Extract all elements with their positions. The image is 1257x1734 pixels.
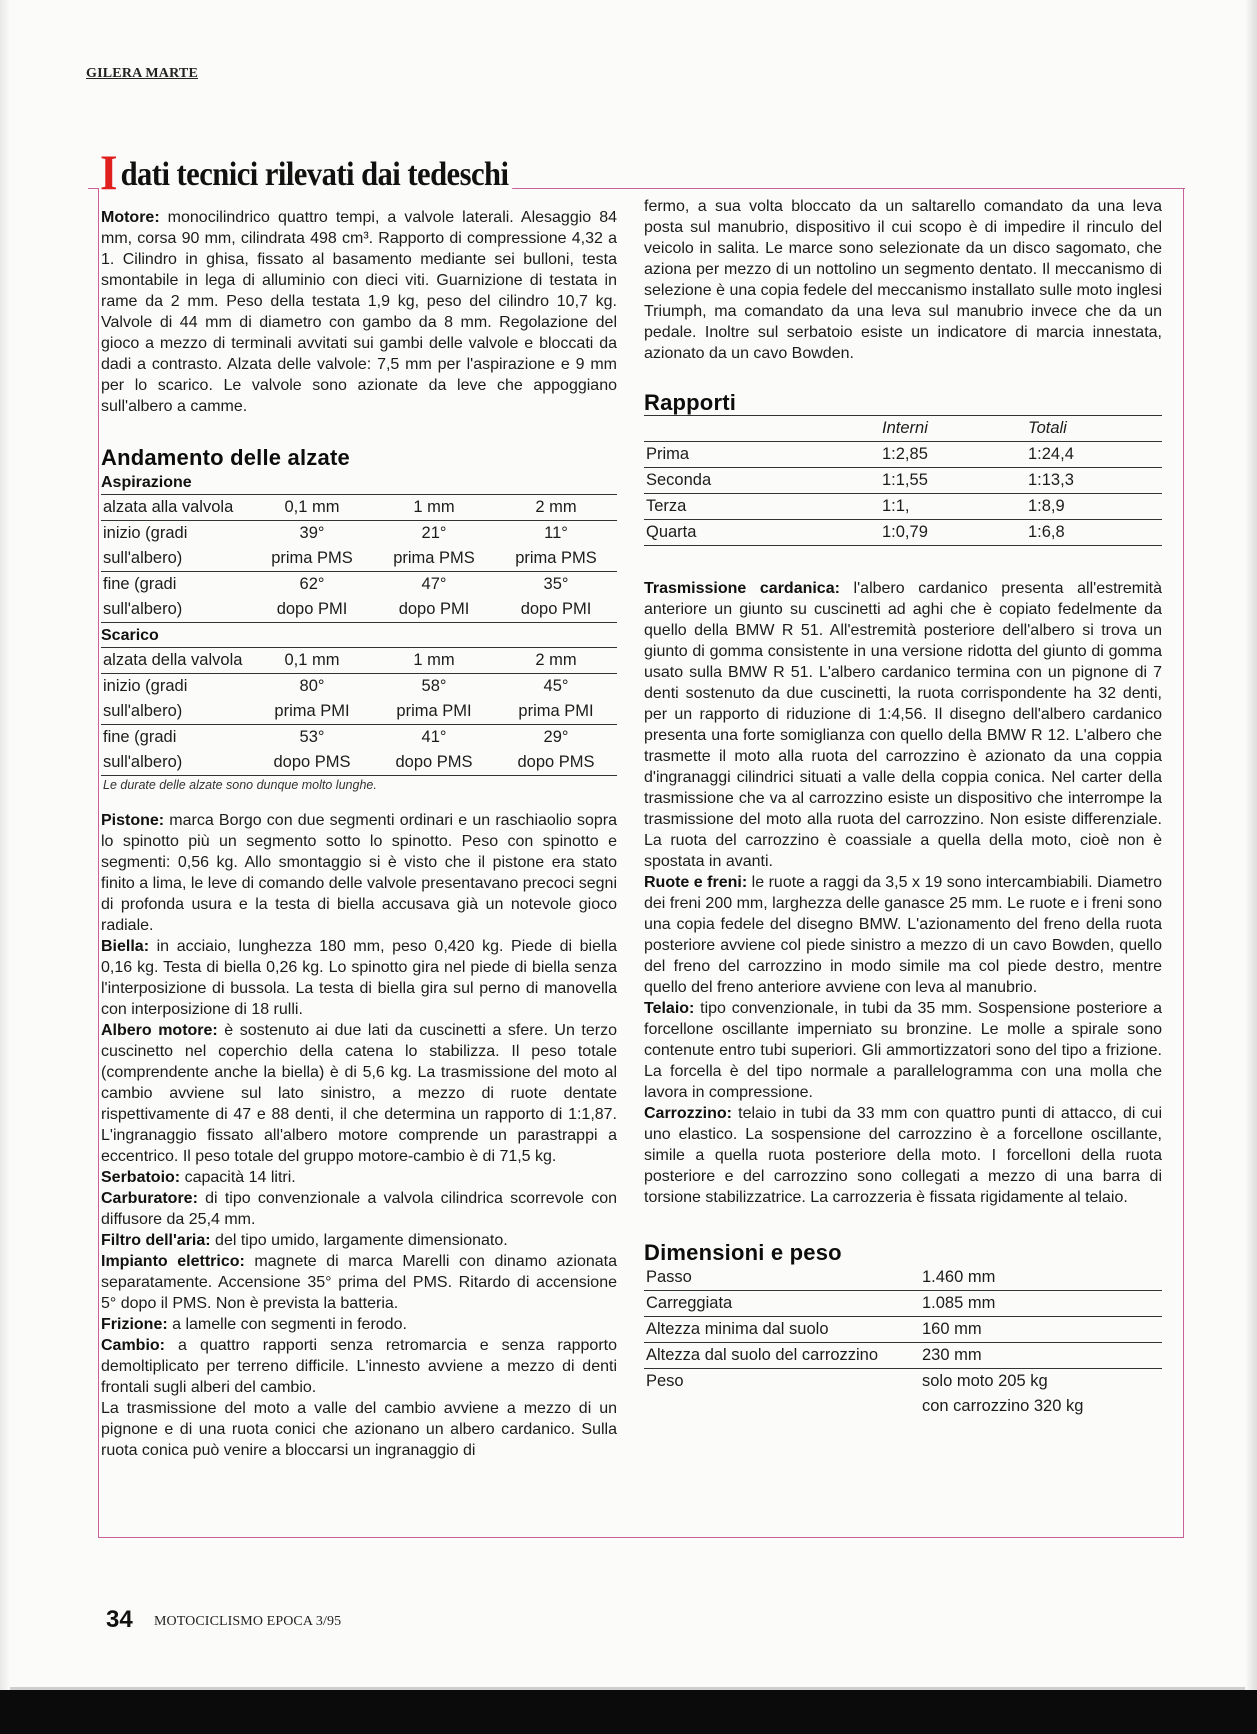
row-label: Peso: [644, 1369, 920, 1420]
text-pistone: marca Borgo con due segmenti ordinari e un raschiaolio sopra lo spinotto più un segmento sotto lo spinotto. Peso con spinotto e segmenti: 0,56 kg. Allo smontaggio si è visto che il pistone era stato finito a lima, le leve di comando delle valvole presentavano precoci segni di profonda usura e la testa di biella accusava già un notevole gioco radiale.: [101, 812, 617, 934]
page-edge-right: [1245, 0, 1257, 1690]
right-body-paragraphs: [644, 578, 1162, 1208]
row-label: alzata alla valvola: [101, 495, 251, 521]
right-column: [644, 196, 1162, 1419]
text-albero-motore: è sostenuto ai due lati da cuscinetti a sfere. Un terzo cuscinetto nel coperchio della catena lo stabilizza. Il peso totale (comprendente anche la biella) è di 5,6 kg. La trasmissione del moto al cambio avviene sul lato sinistro, a mezzo di ruote dentate rispettivamente di 47 e 88 denti, il che determina un rapporto di 1:1,87. L'ingranaggio fissato all'albero motore comprende un parastrappi a eccentrico. Il peso totale del gruppo motore-cambio è di 71,5 kg.: [101, 1022, 617, 1165]
cell: 1:2,85: [880, 442, 1026, 468]
paragraph-telaio: [644, 998, 1162, 1103]
cell: 1:0,79: [880, 520, 1026, 546]
section-rapporti: [644, 392, 1162, 546]
paragraph-pistone: [101, 810, 617, 936]
gear-label: Seconda: [644, 468, 880, 494]
dropcap: I: [100, 144, 117, 200]
table-row: [101, 648, 617, 674]
cell: 1.085 mm: [920, 1291, 1162, 1317]
cell: 1 mm: [373, 495, 495, 521]
magazine-footer: MOTOCICLISMO EPOCA 3/95: [154, 1614, 342, 1629]
cell: 11°: [495, 521, 617, 547]
table-row: [101, 521, 617, 547]
cell: 45°: [495, 674, 617, 700]
text-serbatoio: capacità 14 litri.: [180, 1169, 296, 1186]
cell: 53°: [251, 725, 373, 751]
cell: 29°: [495, 725, 617, 751]
paragraph-trasmissione-intro: [101, 1398, 617, 1461]
label-telaio: Telaio:: [644, 1000, 695, 1017]
page-edge-left: [0, 0, 10, 1690]
value-line: solo moto 205 kg: [922, 1372, 1048, 1390]
running-head: GILERA MARTE: [86, 66, 198, 81]
table-row: [101, 699, 617, 725]
label-carrozzino: Carrozzino:: [644, 1105, 732, 1122]
cell: 39°: [251, 521, 373, 547]
cell: 160 mm: [920, 1317, 1162, 1343]
row-label: inizio (gradi: [101, 674, 251, 700]
table-caption: Le durate delle alzate sono dunque molto lunghe.: [101, 775, 617, 794]
cell: 80°: [251, 674, 373, 700]
cell: 1:8,9: [1026, 494, 1162, 520]
text-carrozzino: telaio in tubi da 33 mm con quattro punti di attacco, di cui uno elastico. La sospensione del carrozzino è a forcellone oscillante, simile a quella ruota posteriore della moto. I forcelloni della ruota posteriore e del carrozzino sono collegati a mezzo di una barra di torsione stabilizzatrice. La carrozzeria è fissata rigidamente al telaio.: [644, 1105, 1162, 1206]
label-motore: Motore:: [101, 209, 160, 226]
text-impianto-elettrico: magnete di marca Marelli con dinamo azionata separatamente. Accensione 35° prima del PMS. Ritardo di accensione 5° dopo il PMS. Non è prevista la batteria.: [101, 1253, 617, 1312]
row-label: sull'albero): [103, 753, 183, 771]
section-title-dimensioni: Dimensioni e peso: [644, 1240, 842, 1265]
label-filtro-aria: Filtro dell'aria:: [101, 1232, 211, 1249]
section-title-alzate: Andamento delle alzate: [101, 445, 350, 470]
row-label: alzata della valvola: [101, 648, 251, 674]
row-label: Altezza minima dal suolo: [644, 1317, 920, 1343]
label-trasmissione-cardanica: Trasmissione cardanica:: [644, 580, 840, 597]
cell: prima PMS: [271, 549, 353, 567]
table-row: [101, 597, 617, 622]
cell: 35°: [495, 572, 617, 598]
paragraph-serbatoio: [101, 1167, 617, 1188]
headline: [100, 144, 512, 200]
paragraph-biella: [101, 936, 617, 1020]
cell: 58°: [373, 674, 495, 700]
text-carburatore: di tipo convenzionale a valvola cilindrica scorrevole con diffusore da 25,4 mm.: [101, 1190, 617, 1228]
row-label: inizio (gradi: [101, 521, 251, 547]
table-row: [101, 725, 617, 751]
label-albero-motore: Albero motore:: [101, 1022, 218, 1039]
label-pistone: Pistone:: [101, 812, 165, 829]
left-column: [101, 195, 617, 1461]
header-cell: Totali: [1026, 416, 1162, 442]
text-trasmissione-cardanica: l'albero cardanico presenta all'estremità anteriore un giunto su cuscinetti ad aghi che è copiato fedelmente da quello della BMW R 51. All'estremità posteriore dell'albero si trova un giunto di gomma consistente in una versione ridotta del giunto di gomma usato sulla BMW R 51. L'albero cardanico termina con un pignone di 7 denti sostenuto da due cuscinetti, la ruota corrispondente ha 32 denti, per un rapporto di riduzione di 1:4,56. Il disegno dell'albero cardanico presenta una forte somiglianza con quello della BMW R 12. L'albero che trasmette il moto alla ruota del carrozzino è azionato da una coppia d'ingranaggi cilindrici situati a valle della coppia conica. Nel carter della trasmissione che va al carrozzino esiste un dispositivo che interrompe la trasmissione del moto alla ruota del carrozzino. Non esiste differenziale. La ruota del carrozzino è coassiale a quella della moto, cioè non è spostata in avanti.: [644, 580, 1162, 870]
cell: 1:24,4: [1026, 442, 1162, 468]
page-number: 34: [106, 1606, 133, 1633]
table-row: [644, 494, 1162, 520]
cell: 1 mm: [373, 648, 495, 674]
row-label: sull'albero): [103, 549, 183, 567]
cell: 0,1 mm: [251, 648, 373, 674]
paragraph-frizione: [101, 1314, 617, 1335]
section-dimensioni: [644, 1242, 1162, 1419]
cell: prima PMI: [518, 702, 594, 720]
cell: 2 mm: [495, 648, 617, 674]
table-row: [644, 1343, 1162, 1369]
cell: prima PMI: [274, 702, 350, 720]
table-row: [644, 1291, 1162, 1317]
cell: 230 mm: [920, 1343, 1162, 1369]
cell: [920, 1369, 1162, 1420]
table-row: [644, 468, 1162, 494]
table-scarico: [101, 647, 617, 775]
cell: 1.460 mm: [922, 1268, 996, 1286]
row-label: fine (gradi: [101, 725, 251, 751]
table-row: [101, 546, 617, 572]
label-ruote-freni: Ruote e freni:: [644, 874, 748, 891]
cell: dopo PMS: [395, 753, 473, 771]
table-row: [101, 572, 617, 598]
row-label: Carreggiata: [644, 1291, 920, 1317]
gear-label: Terza: [644, 494, 880, 520]
text-filtro-aria: del tipo umido, largamente dimensionato.: [210, 1232, 508, 1249]
subsection-scarico: Scarico: [101, 622, 617, 647]
row-label: Passo: [646, 1268, 692, 1286]
section-title-rapporti: Rapporti: [644, 390, 737, 415]
cell: prima PMS: [515, 549, 597, 567]
cell: 1:1,55: [880, 468, 1026, 494]
cell: 1:6,8: [1026, 520, 1162, 546]
cell: 0,1 mm: [251, 495, 373, 521]
table-rapporti: [644, 415, 1162, 546]
table-row: [644, 442, 1162, 468]
text-motore: monocilindrico quattro tempi, a valvole laterali. Alesaggio 84 mm, corsa 90 mm, cilindrata 498 cm³. Rapporto di compressione 4,32 a 1. Cilindro in ghisa, fissato al basamento mediante sei bulloni, testa smontabile in lega di alluminio con dieci viti. Guarnizione di testata in rame da 2 mm. Peso della testata 1,9 kg, peso del cilindro 10,7 kg. Valvole di 44 mm di diametro con gambo da 8 mm. Regolazione del gioco a mezzo di terminali avvitati sui gambi delle valvole e bloccati da dadi a contrasto. Alzata delle valvole: 7,5 mm per l'aspirazione e 9 mm per lo scarico. Le valvole sono azionate da leve che appoggiano sull'albero a camme.: [101, 209, 617, 415]
cell: dopo PMS: [273, 753, 351, 771]
text-telaio: tipo convenzionale, in tubi da 35 mm. Sospensione posteriore a forcellone oscillante imperniato su bronzine. Le molle a spirale sono contenute entro tubi superiori. Gli ammortizzatori sono del tipo a frizione. La forcella è del tipo normale a parallelogramma con una molla che lavora in compressione.: [644, 1000, 1162, 1101]
cell: 41°: [373, 725, 495, 751]
table-row: [101, 674, 617, 700]
cell: dopo PMS: [517, 753, 595, 771]
table-row: [644, 1317, 1162, 1343]
frame-rule-left: [88, 188, 98, 189]
cell: 47°: [373, 572, 495, 598]
text-biella: in acciaio, lunghezza 180 mm, peso 0,420 kg. Piede di biella 0,16 kg. Testa di biella 0,26 kg. Lo spinotto gira nel piede di biella senza l'interposizione di bussola. La testa di biella gira sul perno di manovella con interposizione di 18 rulli.: [101, 938, 617, 1018]
paragraph-ruote-freni: [644, 872, 1162, 998]
paragraph-cambio: [101, 1335, 617, 1398]
text-trasmissione-intro: La trasmissione del moto a valle del cambio avviene a mezzo di un pignone e di una ruota conici che azionano un albero cardanico. Sulla ruota conica può venire a bloccarsi un ingranaggio di: [101, 1400, 617, 1459]
text-frizione: a lamelle con segmenti in ferodo.: [167, 1316, 407, 1333]
cell: 2 mm: [495, 495, 617, 521]
cell: dopo PMI: [276, 600, 348, 618]
table-row: [101, 495, 617, 521]
label-frizione: Frizione:: [101, 1316, 168, 1333]
label-impianto-elettrico: Impianto elettrico:: [101, 1253, 245, 1270]
cell: 21°: [373, 521, 495, 547]
headline-text: dati tecnici rilevati dai tedeschi: [120, 156, 509, 193]
subsection-aspirazione: Aspirazione: [101, 474, 192, 491]
row-label: fine (gradi: [101, 572, 251, 598]
cell: 1:13,3: [1026, 468, 1162, 494]
row-label: sull'albero): [103, 702, 183, 720]
paragraph-albero-motore: [101, 1020, 617, 1167]
cell: 1:1,: [880, 494, 1026, 520]
text-cambio: a quattro rapporti senza retromarcia e senza rapporto demoltiplicato per terreno difficile. L'innesto avviene a mezzo di denti frontali sugli alberi del cambio.: [101, 1337, 617, 1396]
label-serbatoio: Serbatoio:: [101, 1169, 181, 1186]
row-label: Altezza dal suolo del carrozzino: [644, 1343, 920, 1369]
row-label: sull'albero): [103, 600, 183, 618]
table-aspirazione: [101, 494, 617, 622]
paragraph-carrozzino: [644, 1103, 1162, 1208]
label-biella: Biella:: [101, 938, 150, 955]
header-cell: [644, 416, 880, 442]
table-header-row: [644, 416, 1162, 442]
section-alzate: [101, 447, 617, 794]
table-row: [644, 520, 1162, 546]
table-row: [101, 750, 617, 775]
gear-label: Prima: [644, 442, 880, 468]
frame-rule-right: [504, 188, 1185, 189]
header-cell: Interni: [880, 416, 1026, 442]
cell: 62°: [251, 572, 373, 598]
value-line: con carrozzino 320 kg: [922, 1397, 1084, 1415]
cell: dopo PMI: [520, 600, 592, 618]
cell: dopo PMI: [398, 600, 470, 618]
cell: prima PMS: [393, 549, 475, 567]
cell: prima PMI: [396, 702, 472, 720]
table-dimensioni: [644, 1265, 1162, 1419]
table-row: [644, 1369, 1162, 1420]
label-carburatore: Carburatore:: [101, 1190, 198, 1207]
paragraph-trasmissione-cardanica: [644, 578, 1162, 872]
left-body-paragraphs: [101, 810, 617, 1461]
paragraph-impianto-elettrico: [101, 1251, 617, 1314]
table-row: [644, 1265, 1162, 1291]
text-ruote-freni: le ruote a raggi da 3,5 x 19 sono intercambiabili. Diametro dei freni 200 mm, larghezza delle ganasce 25 mm. Le ruote e i freni sono una copia fedele del disegno BMW. L'azionamento del freno della ruota posteriore avviene col piede sinistro a mezzo di un cavo Bowden, quello del freno del carrozzino in modo simile ma col piede destro, mentre quello del freno anteriore avviene con leva al manubrio.: [644, 874, 1162, 996]
gear-label: Quarta: [644, 520, 880, 546]
paragraph-filtro-aria: [101, 1230, 617, 1251]
paragraph-continuation: fermo, a sua volta bloccato da un saltarello comandato da una leva posta sul manubrio, dispositivo il cui scopo è di impedire il rinculo del veicolo in salita. Le marce sono selezionate da un disco sagomato, che aziona per mezzo di un nottolino un segmento dentato. Il meccanismo di selezione è una copia fedele del meccanismo installato sulle moto inglesi Triumph, ma comandato da una leva sul manubrio invece che da un pedale. Inoltre sul serbatoio esiste un indicatore di marcia innestata, azionato da un cavo Bowden.: [644, 198, 1162, 362]
label-cambio: Cambio:: [101, 1337, 165, 1354]
paragraph-motore: [101, 207, 617, 417]
paragraph-carburatore: [101, 1188, 617, 1230]
